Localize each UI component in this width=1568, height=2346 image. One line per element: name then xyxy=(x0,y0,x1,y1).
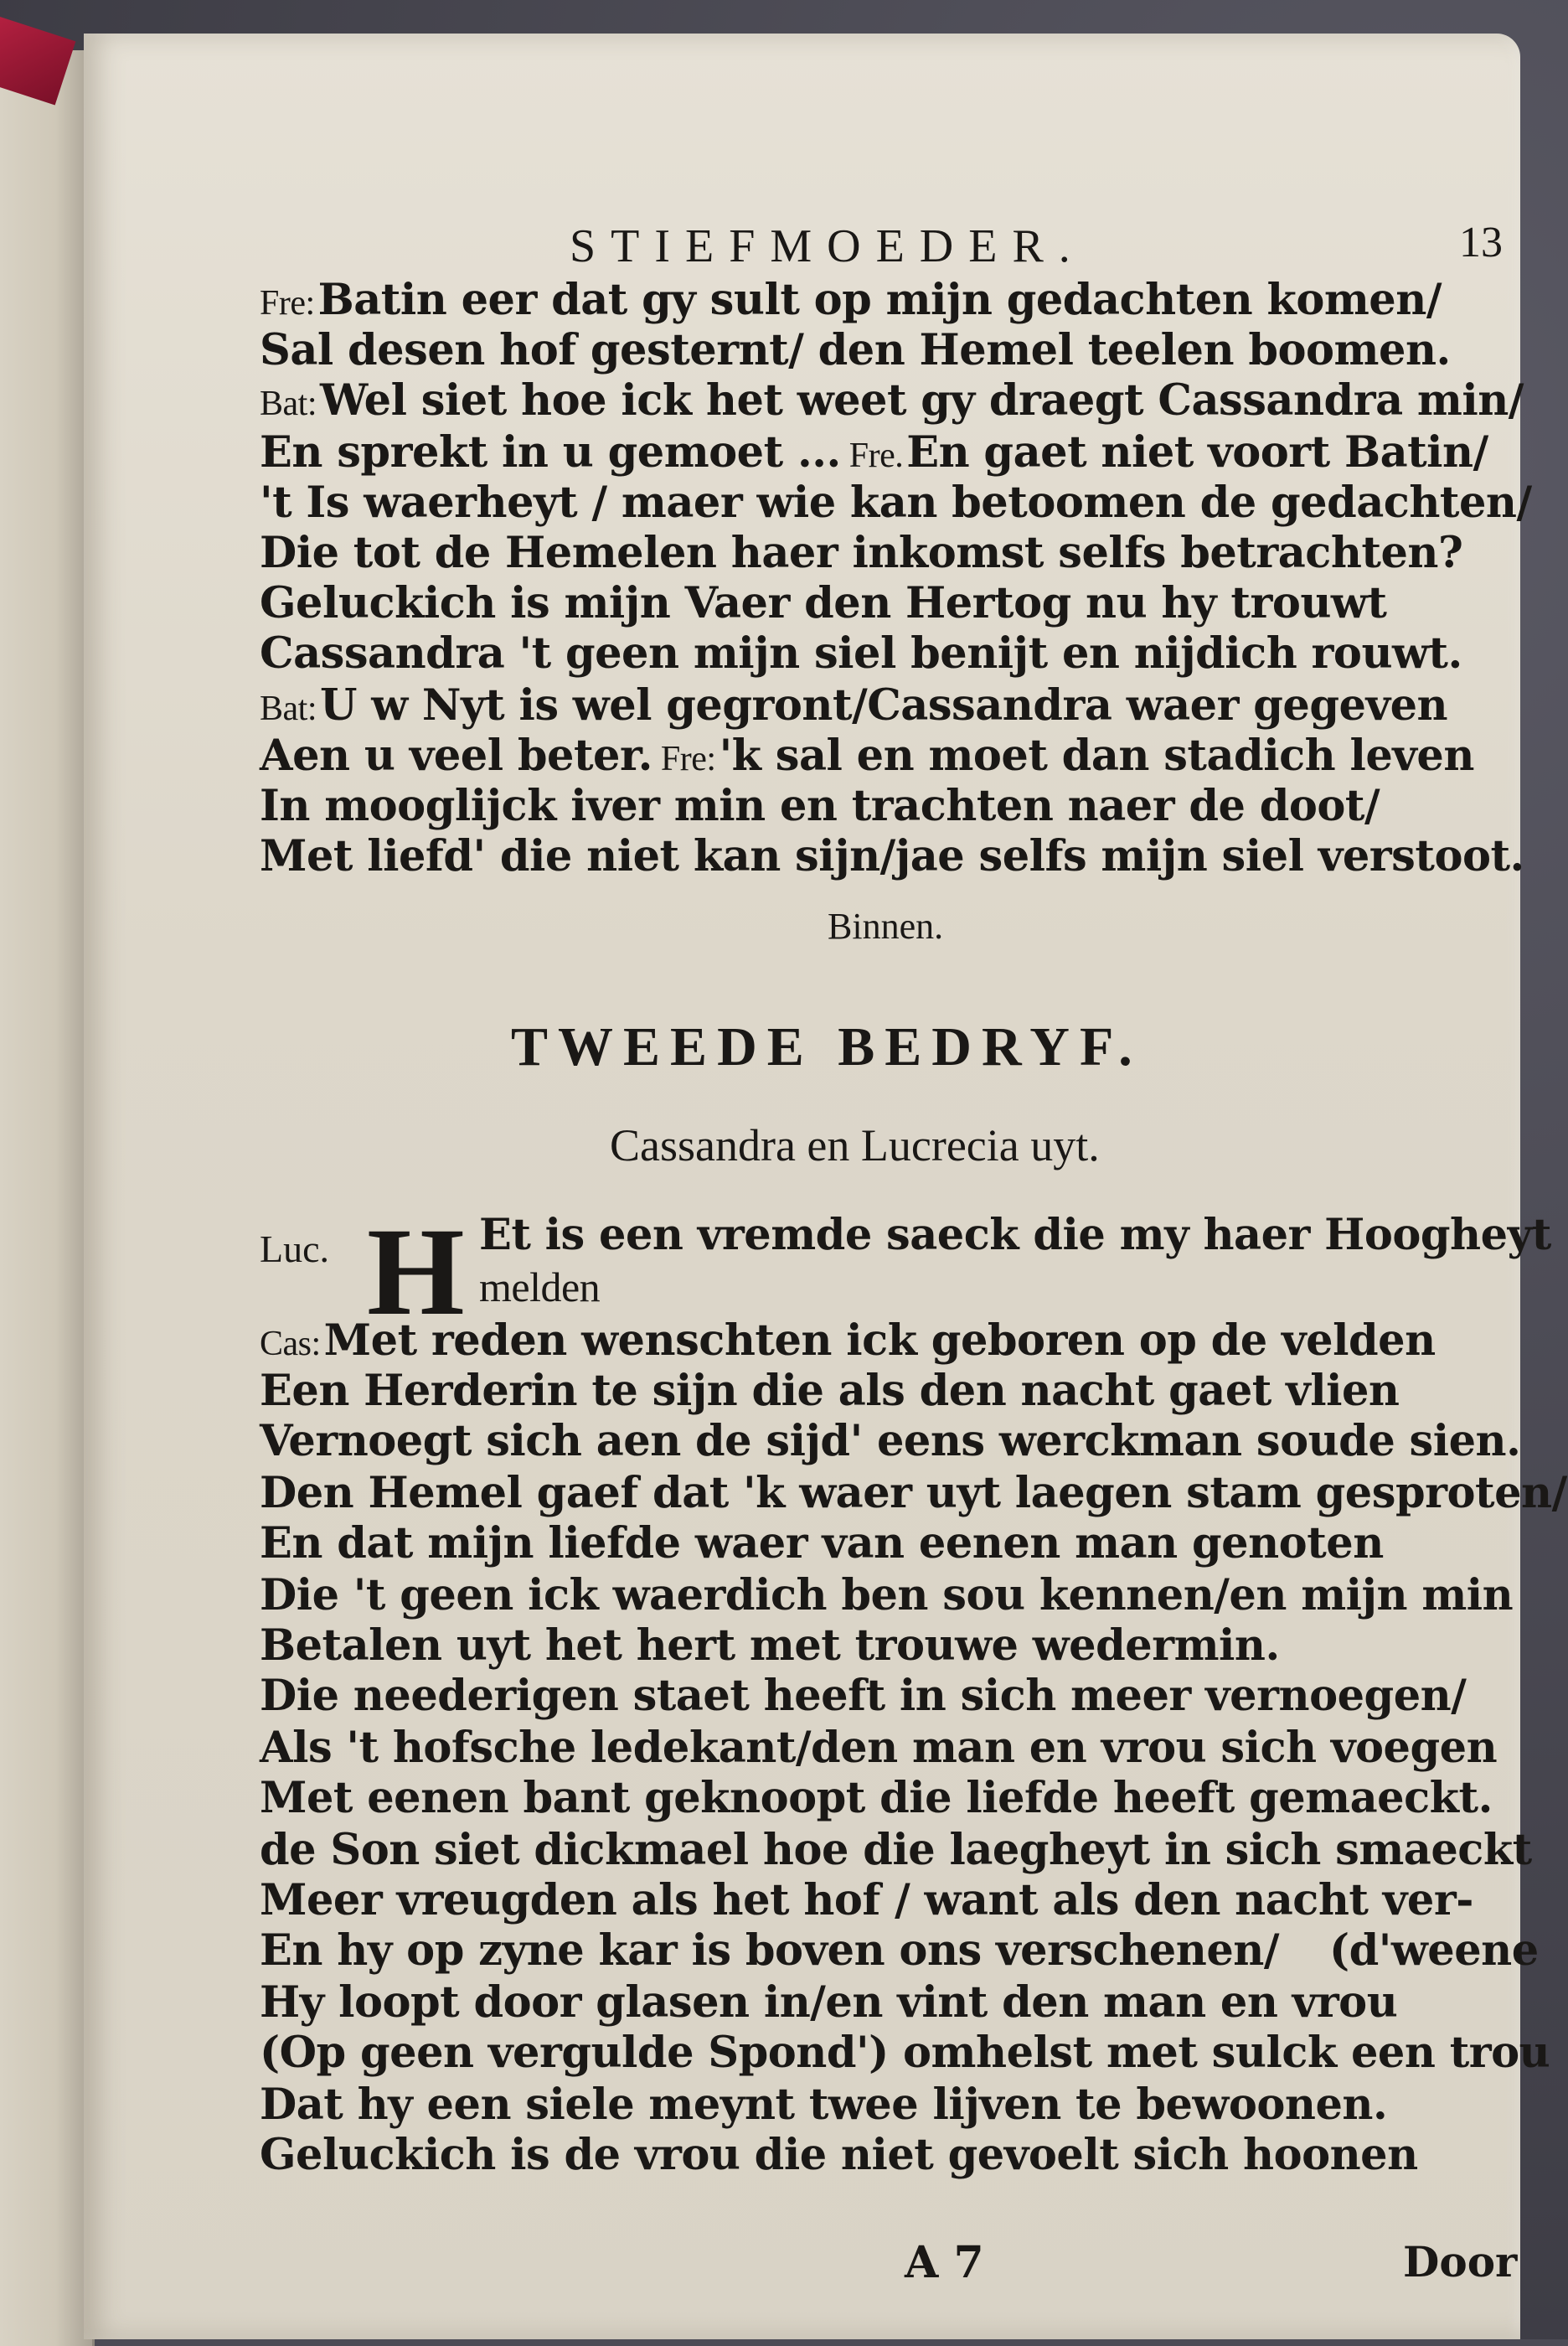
verse-line xyxy=(260,1366,1568,1416)
verse-text: Dat hy een siele meynt twee lijven te bewoonen. xyxy=(260,2080,1388,2130)
verse-text: Met eenen bant geknoopt die liefde heeft gemaeckt. xyxy=(260,1773,1493,1823)
running-title: STIEFMOEDER. xyxy=(570,220,1086,272)
verse-text: 't Is waerheyt / maer wie kan betoomen de gedachten/ xyxy=(260,478,1532,528)
verse-line xyxy=(260,1977,1568,2028)
verse-text: En sprekt in u gemoet ... xyxy=(260,427,841,478)
speaker-label: Fre: xyxy=(660,740,716,778)
verse-line xyxy=(260,1315,1568,1369)
verse-line xyxy=(260,1773,1568,1823)
verse-line xyxy=(260,478,1568,528)
verse-line xyxy=(260,1416,1568,1466)
verse-text: Met liefd' die niet kan sijn/jae selfs mijn siel verstoot. xyxy=(260,831,1524,881)
verse-line xyxy=(479,1210,1568,1260)
verse-text: Aen u veel beter. xyxy=(260,731,652,781)
verse-line xyxy=(260,1468,1568,1518)
verse-text: Betalen uyt het hert met trouwe wedermin. xyxy=(260,1620,1280,1671)
verse-line xyxy=(260,781,1568,831)
verse-line xyxy=(260,1671,1568,1721)
verse-line xyxy=(260,528,1568,578)
verse-text: U w Nyt is wel gegront/Cassandra waer gegeven xyxy=(320,680,1448,731)
verse-text: Geluckich is mijn Vaer den Hertog nu hy trouwt xyxy=(260,578,1387,628)
verse-line xyxy=(260,1570,1568,1620)
verse-line xyxy=(260,1925,1568,1976)
verse-text: Cassandra 't geen mijn siel benijt en nijdich rouwt. xyxy=(260,628,1462,679)
verse-line xyxy=(260,628,1568,679)
verse-text: Die 't geen ick waerdich ben sou kennen/en mijn min xyxy=(260,1570,1514,1620)
verse-line xyxy=(260,2028,1568,2078)
verse-line xyxy=(260,680,1568,734)
verse-line xyxy=(479,1262,1568,1312)
verse-line xyxy=(260,731,1568,784)
page-header xyxy=(260,220,1541,278)
speaker-label: Fre: xyxy=(260,284,315,323)
verse-text: Et is een vremde saeck die my haer Hoogheyt xyxy=(479,1210,1551,1260)
verse-line xyxy=(260,578,1568,628)
verse-text: Meer vreugden als het hof / want als den nacht ver- xyxy=(260,1875,1473,1925)
verse-text: En gaet niet voort Batin/ xyxy=(906,427,1488,478)
verse-text: (Op geen vergulde Spond') omhelst met sulck een trou xyxy=(260,2028,1550,2078)
verse-text: Hy loopt door glasen in/en vint den man en vrou xyxy=(260,1977,1398,2028)
speaker-label: Bat: xyxy=(260,690,317,728)
signature-mark: A 7 xyxy=(905,2237,984,2288)
verse-text: Wel siet hoe ick het weet gy draegt Cassandra min/ xyxy=(320,375,1524,426)
verse-line xyxy=(260,1825,1568,1875)
verse-text: Sal desen hof gesternt/ den Hemel teelen boomen. xyxy=(260,325,1451,375)
speaker-label: Luc. xyxy=(260,1227,330,1270)
facing-page-edge xyxy=(0,50,95,2346)
verse-text: 'k sal en moet dan stadich leven xyxy=(719,731,1474,781)
verse-text: Die tot de Hemelen haer inkomst selfs betrachten? xyxy=(260,528,1463,578)
verse-line xyxy=(260,2080,1568,2130)
verse-text: Een Herderin te sijn die als den nacht gaet vlien xyxy=(260,1366,1400,1416)
catchword: Door xyxy=(1403,2237,1518,2287)
verse-line xyxy=(260,1620,1568,1671)
verse-text: En dat mijn liefde waer van eenen man genoten xyxy=(260,1518,1384,1568)
verse-line xyxy=(260,325,1568,375)
speaker-label: Bat: xyxy=(260,385,317,423)
verse-text: Den Hemel gaef dat 'k waer uyt laegen stam gesproten/ xyxy=(260,1468,1567,1518)
book-page xyxy=(84,34,1567,2339)
verse-text: Met reden wenschten ick geboren op de velden xyxy=(323,1315,1436,1366)
verse-line xyxy=(260,831,1568,881)
verse-text: Die neederigen staet heeft in sich meer vernoegen/ xyxy=(260,1671,1467,1721)
speaker-label: Cas: xyxy=(260,1325,321,1363)
verse-line xyxy=(260,1518,1568,1568)
verse-text: de Son siet dickmael hoe die laegheyt in sich smaeckt xyxy=(260,1825,1532,1875)
verse-overflow-text: (d'weene xyxy=(1328,1925,1539,1976)
stage-direction-entrance: Cassandra en Lucrecia uyt. xyxy=(610,1120,1100,1170)
page-number: 13 xyxy=(1459,219,1503,266)
verse-text: Geluckich is de vrou die niet gevoelt sich hoonen xyxy=(260,2130,1418,2180)
verse-text: In mooglijck iver min en trachten naer de doot/ xyxy=(260,781,1380,831)
act-title: TWEEDE BEDRYF. xyxy=(511,1016,1142,1077)
verse-line xyxy=(260,1723,1568,1773)
speaker-label: Fre. xyxy=(848,437,904,475)
verse-line xyxy=(260,275,1568,328)
verse-text: Vernoegt sich aen de sijd' eens werckman soude sien. xyxy=(260,1416,1521,1466)
verse-line xyxy=(260,427,1568,481)
verse-text: Als 't hofsche ledekant/den man en vrou sich voegen xyxy=(260,1723,1498,1773)
verse-line xyxy=(260,1875,1568,1925)
verse-line xyxy=(260,375,1568,429)
stage-direction-exit: Binnen. xyxy=(828,906,944,947)
verse-text: En hy op zyne kar is boven ons verschenen/ xyxy=(260,1925,1279,1976)
verse-line xyxy=(260,2130,1568,2180)
drop-cap-initial: H xyxy=(367,1202,465,1341)
verse-text: Batin eer dat gy sult op mijn gedachten komen/ xyxy=(317,275,1442,325)
verse-text: melden xyxy=(479,1263,601,1310)
